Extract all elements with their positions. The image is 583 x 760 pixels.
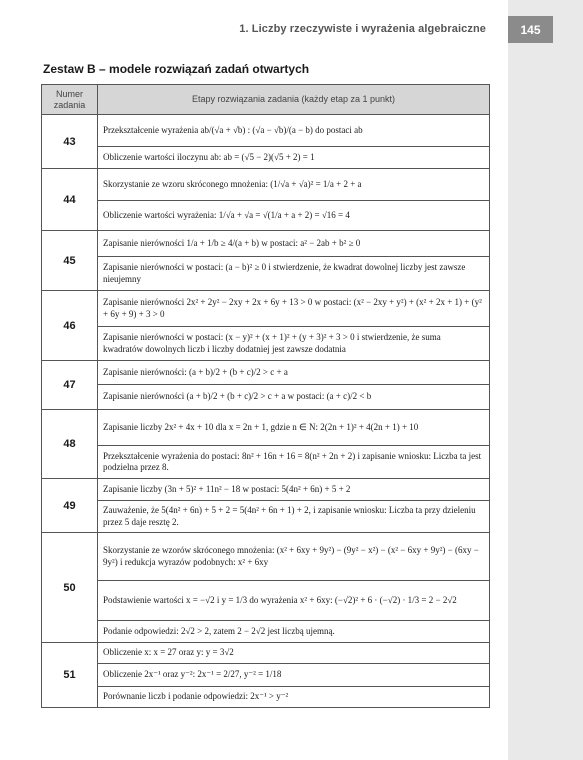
column-header-steps: Etapy rozwiązania zadania (każdy etap za 1 punkt)	[98, 85, 490, 115]
table-row	[42, 621, 490, 643]
solution-step: Przekształcenie wyrażenia do postaci: 8n² + 16n + 16 = 8(n² + 2n + 2) i zapisanie wniosku: Liczba ta jest podzielna przez 8.	[98, 446, 490, 479]
answer-table	[41, 84, 490, 708]
table-row	[42, 327, 490, 361]
solution-step: Skorzystanie ze wzoru skróconego mnożenia: (1/√a + √a)² = 1/a + 2 + a	[98, 169, 490, 201]
table-header-row	[42, 85, 490, 115]
table-row	[42, 361, 490, 385]
chapter-title: 1. Liczby rzeczywiste i wyrażenia algebraiczne	[239, 23, 486, 35]
table-row	[42, 257, 490, 291]
table-row	[42, 201, 490, 231]
table-row	[42, 291, 490, 327]
section-heading: Zestaw B – modele rozwiązań zadań otwartych	[43, 62, 310, 76]
table-row	[42, 501, 490, 533]
solution-step: Zapisanie liczby (3n + 5)² + 11n² − 18 w postaci: 5(4n² + 6n) + 5 + 2	[98, 479, 490, 501]
task-number: 46	[42, 291, 98, 361]
solution-step: Porównanie liczb i podanie odpowiedzi: 2x⁻¹ > y⁻²	[98, 687, 490, 708]
table-row	[42, 410, 490, 446]
solution-step: Przekształcenie wyrażenia ab/(√a + √b) : (√a − √b)/(a − b) do postaci ab	[98, 115, 490, 147]
solution-step: Skorzystanie ze wzorów skróconego mnożenia: (x² + 6xy + 9y²) − (9y² − x²) − (x² − 6xy + 9y²) − (6xy − 9y²) i redukcja wyrazów podobnych: x² + 6xy	[98, 533, 490, 581]
page-number: 145	[508, 16, 553, 43]
table-row	[42, 446, 490, 479]
solution-step: Zauważenie, że 5(4n² + 6n) + 5 + 2 = 5(4n² + 6n + 1) + 2, i zapisanie wniosku: Liczba ta przy dzieleniu przez 5 daje resztę 2.	[98, 501, 490, 533]
solution-step: Zapisanie nierówności: (a + b)/2 + (b + c)/2 > c + a	[98, 361, 490, 385]
table-row	[42, 147, 490, 169]
solution-step: Obliczenie wartości iloczynu ab: ab = (√5 − 2)(√5 + 2) = 1	[98, 147, 490, 169]
solution-step: Zapisanie nierówności w postaci: (a − b)² ≥ 0 i stwierdzenie, że kwadrat dowolnej liczby jest zawsze nieujemny	[98, 257, 490, 291]
table-row	[42, 231, 490, 257]
table-row	[42, 664, 490, 687]
task-number: 43	[42, 115, 98, 169]
task-number: 47	[42, 361, 98, 410]
page-header	[0, 0, 583, 56]
table-row	[42, 385, 490, 410]
table-row	[42, 533, 490, 581]
table-row	[42, 581, 490, 621]
table-row	[42, 169, 490, 201]
solution-step: Zapisanie nierówności 2x² + 2y² − 2xy + 2x + 6y + 13 > 0 w postaci: (x² − 2xy + y²) + (x² + 2x + 1) + (y² + 6y + 9) + 3 > 0	[98, 291, 490, 327]
solution-step: Obliczenie 2x⁻¹ oraz y⁻²: 2x⁻¹ = 2/27, y⁻² = 1/18	[98, 664, 490, 687]
table-row	[42, 643, 490, 664]
task-number: 44	[42, 169, 98, 231]
solution-step: Obliczenie wartości wyrażenia: 1/√a + √a = √(1/a + a + 2) = √16 = 4	[98, 201, 490, 231]
column-header-number: Numer zadania	[42, 85, 98, 115]
side-margin-band	[508, 0, 583, 760]
solution-step: Obliczenie x: x = 27 oraz y: y = 3√2	[98, 643, 490, 664]
table-row	[42, 479, 490, 501]
task-number: 50	[42, 533, 98, 643]
solution-step: Podanie odpowiedzi: 2√2 > 2, zatem 2 − 2√2 jest liczbą ujemną.	[98, 621, 490, 643]
task-number: 45	[42, 231, 98, 291]
task-number: 48	[42, 410, 98, 479]
solution-step: Zapisanie liczby 2x² + 4x + 10 dla x = 2n + 1, gdzie n ∈ N: 2(2n + 1)² + 4(2n + 1) + 10	[98, 410, 490, 446]
table-row	[42, 687, 490, 708]
table-row	[42, 115, 490, 147]
solution-step: Zapisanie nierówności 1/a + 1/b ≥ 4/(a + b) w postaci: a² − 2ab + b² ≥ 0	[98, 231, 490, 257]
task-number: 49	[42, 479, 98, 533]
solution-step: Zapisanie nierówności w postaci: (x − y)² + (x + 1)² + (y + 3)² + 3 > 0 i stwierdzenie, że suma kwadratów dowolnych liczb i liczby dodatniej jest zawsze dodatnia	[98, 327, 490, 361]
task-number: 51	[42, 643, 98, 708]
solution-step: Zapisanie nierówności (a + b)/2 + (b + c)/2 > c + a w postaci: (a + c)/2 < b	[98, 385, 490, 410]
solution-step: Podstawienie wartości x = −√2 i y = 1/3 do wyrażenia x² + 6xy: (−√2)² + 6 · (−√2) · 1/3 = 2 − 2√2	[98, 581, 490, 621]
